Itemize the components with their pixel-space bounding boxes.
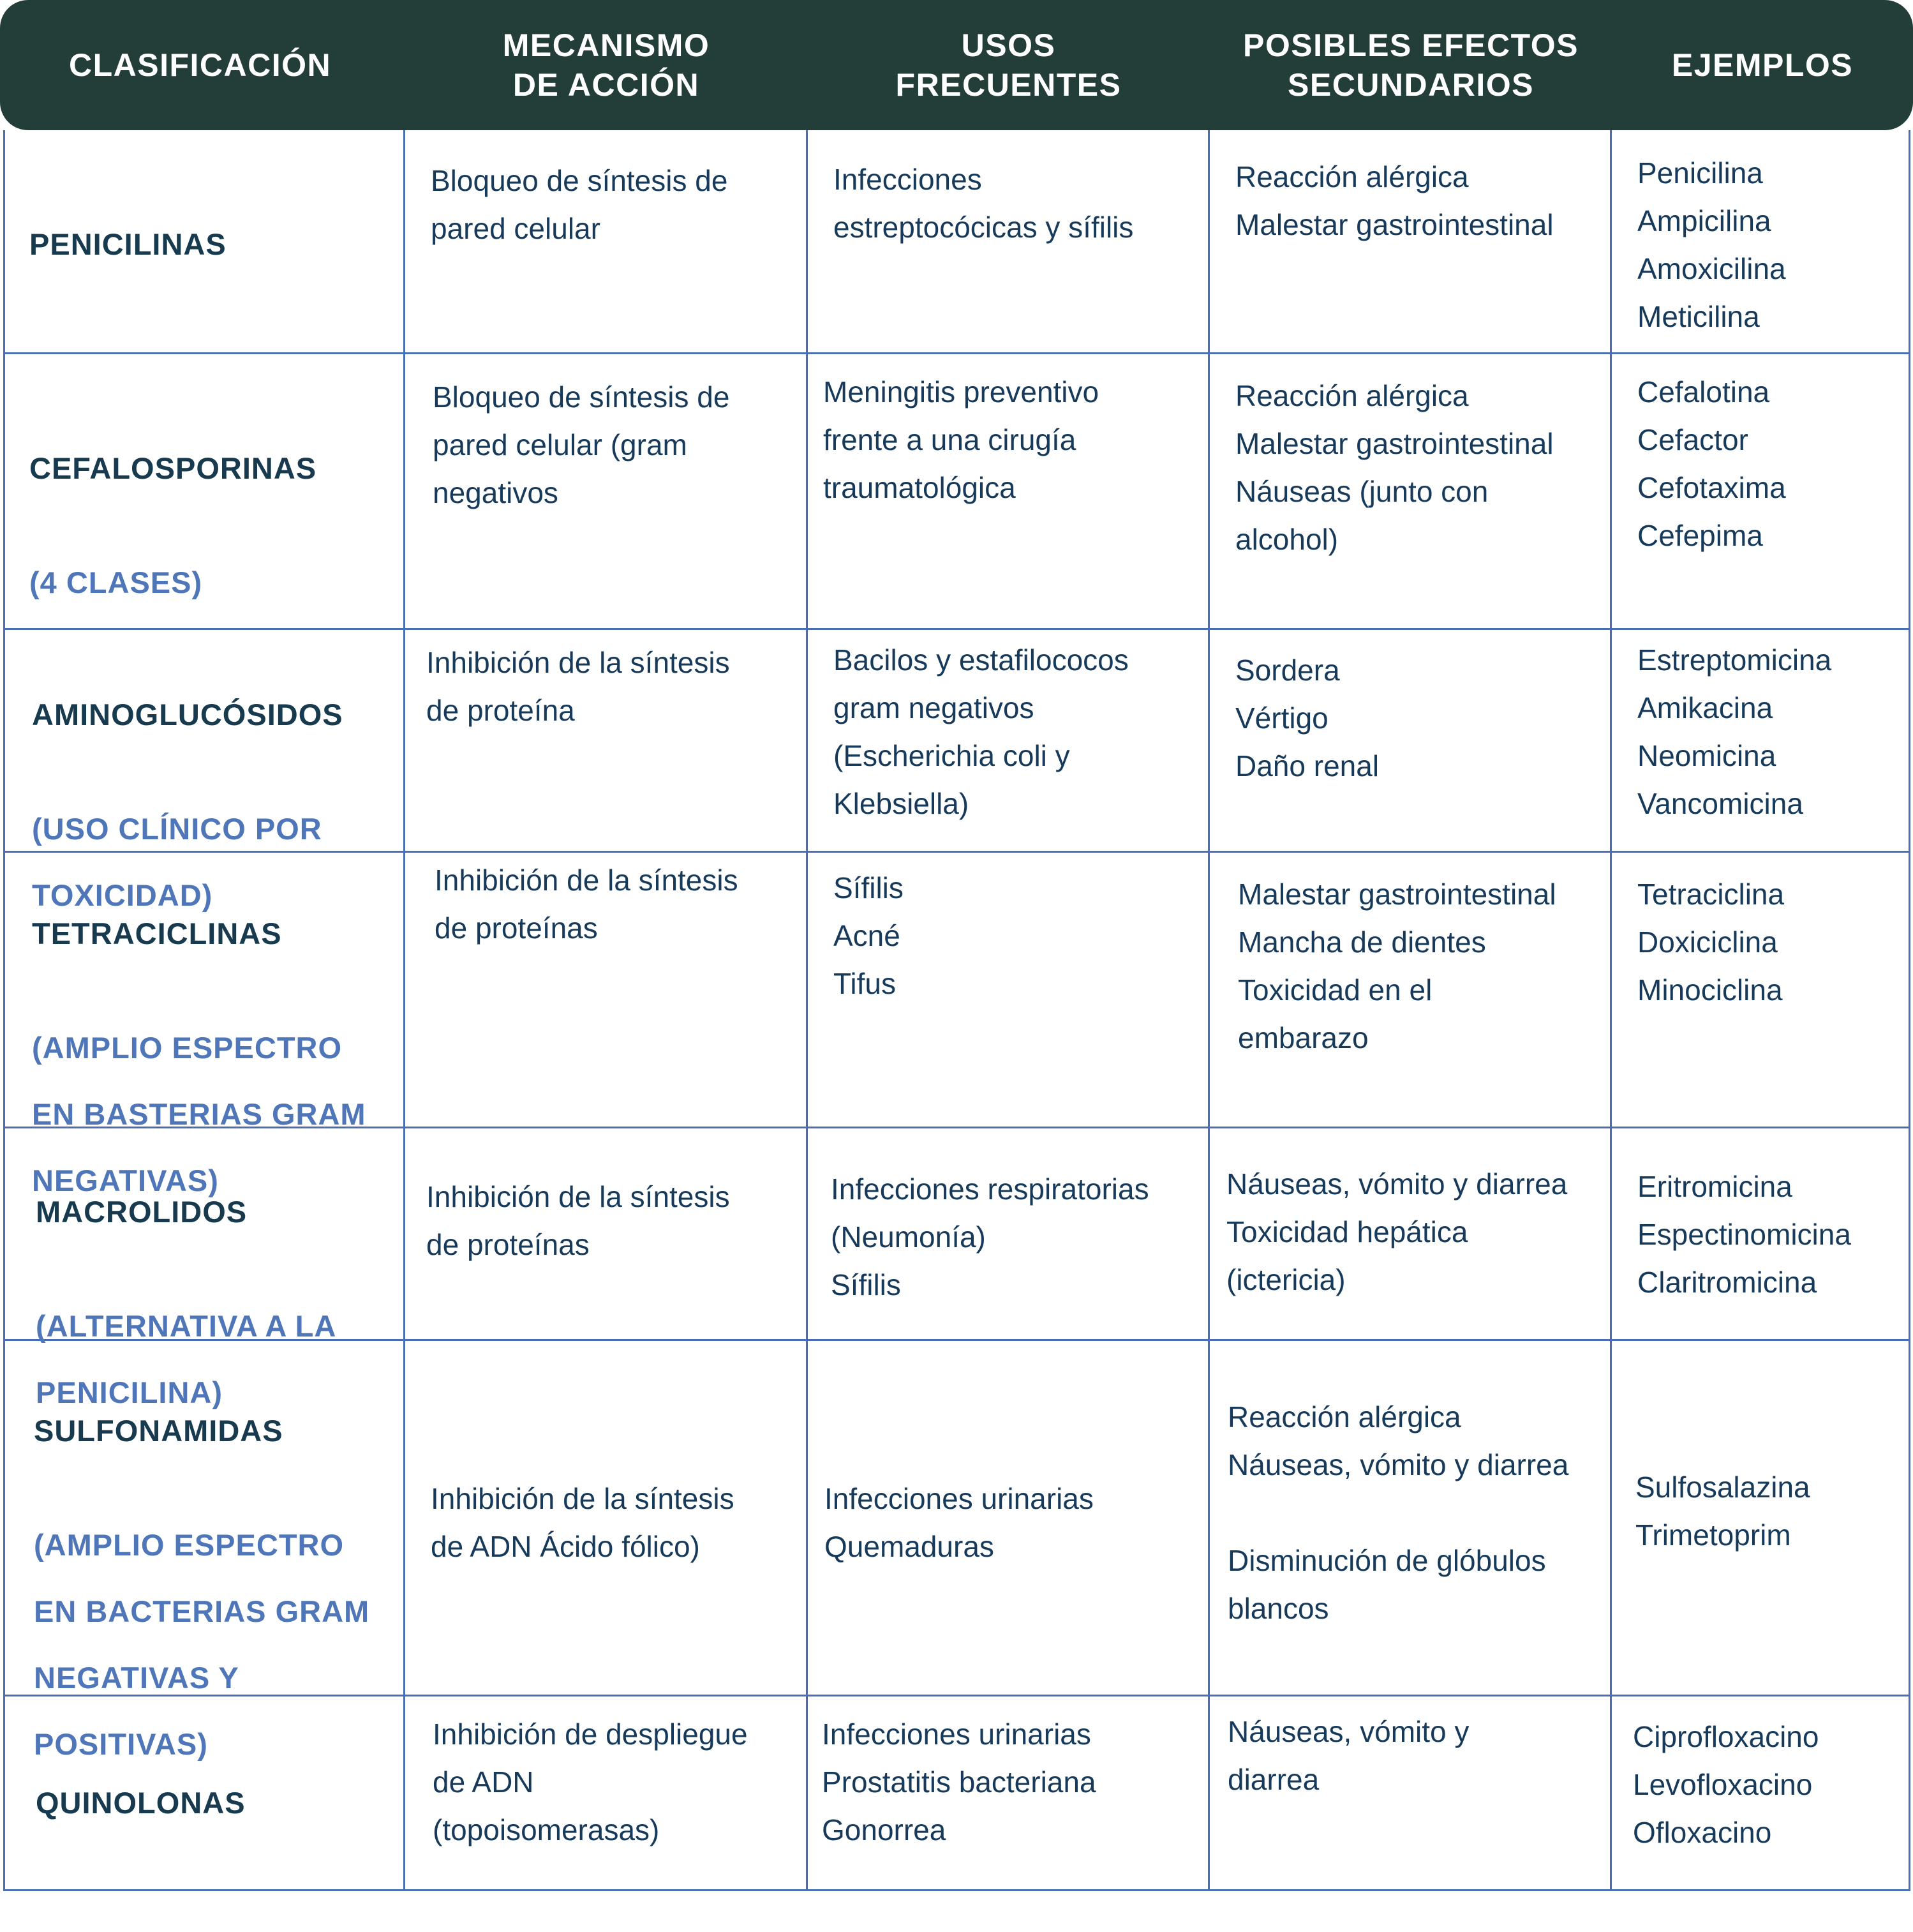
table-body (3, 130, 1910, 1891)
class-name: PENICILINAS (29, 227, 227, 261)
row-3-mecanismo: Inhibición de la síntesis de proteínas (405, 853, 808, 1128)
row-4-mecanismo: Inhibición de la síntesis de proteínas (405, 1128, 808, 1341)
row-4-ejemplos: Eritromicina Espectinomicina Claritromicina (1612, 1128, 1910, 1341)
header-ejemplos: EJEMPLOS (1671, 47, 1854, 83)
row-3-ejemplos: Tetraciclina Doxiciclina Minociclina (1612, 853, 1910, 1128)
row-2-usos: Bacilos y estafilococos gram negativos (Escherichia coli y Klebsiella) (808, 630, 1210, 853)
row-2-mecanismo: Inhibición de la síntesis de proteína (405, 630, 808, 853)
class-name: CEFALOSPORINAS (29, 451, 317, 485)
class-note: (USO CLÍNICO POR TOXICIDAD) (32, 812, 322, 912)
row-1-clasificacion (3, 354, 405, 630)
row-2-efectos: Sordera Vértigo Daño renal (1210, 630, 1612, 853)
row-2-ejemplos: Estreptomicina Amikacina Neomicina Vancomicina (1612, 630, 1910, 853)
class-name: TETRACICLINAS (32, 917, 282, 950)
class-name: SULFONAMIDAS (34, 1414, 283, 1448)
class-note: (4 CLASES) (29, 565, 203, 599)
row-5-ejemplos: Sulfosalazina Trimetoprim (1612, 1341, 1910, 1696)
row-5-mecanismo: Inhibición de la síntesis de ADN Ácido fólico) (405, 1341, 808, 1696)
header-usos: USOS FRECUENTES (895, 27, 1122, 103)
row-0-efectos: Reacción alérgica Malestar gastrointestinal (1210, 130, 1612, 354)
header-clasificacion: CLASIFICACIÓN (69, 47, 332, 83)
row-5-clasificacion (3, 1341, 405, 1761)
row-1-efectos: Reacción alérgica Malestar gastrointestinal Náuseas (junto con alcohol) (1210, 354, 1612, 630)
row-3-clasificacion (3, 853, 405, 1197)
class-note: (AMPLIO ESPECTRO EN BACTERIAS GRAM NEGATIVAS Y POSITIVAS) (34, 1528, 370, 1761)
class-note: (ALTERNATIVA A LA PENICILINA) (36, 1309, 337, 1409)
row-2-clasificacion (3, 630, 405, 912)
row-4-clasificacion (3, 1128, 405, 1409)
header-efectos: POSIBLES EFECTOS SECUNDARIOS (1243, 27, 1579, 103)
row-4-usos: Infecciones respiratorias (Neumonía) Sífilis (808, 1128, 1210, 1341)
row-0-usos: Infecciones estreptocócicas y sífilis (808, 130, 1210, 354)
row-6-efectos: Náuseas, vómito y diarrea (1210, 1696, 1612, 1891)
row-6-ejemplos: Ciprofloxacino Levofloxacino Ofloxacino (1612, 1696, 1910, 1891)
row-3-usos: Sífilis Acné Tifus (808, 853, 1210, 1128)
row-1-ejemplos: Cefalotina Cefactor Cefotaxima Cefepima (1612, 354, 1910, 630)
row-6-mecanismo: Inhibición de despliegue de ADN (topoisomerasas) (405, 1696, 808, 1891)
row-6-usos: Infecciones urinarias Prostatitis bacteriana Gonorrea (808, 1696, 1210, 1891)
row-5-efectos: Reacción alérgica Náuseas, vómito y diarrea Disminución de glóbulos blancos (1210, 1341, 1612, 1696)
row-1-mecanismo: Bloqueo de síntesis de pared celular (gram negativos (405, 354, 808, 630)
row-5-usos: Infecciones urinarias Quemaduras (808, 1341, 1210, 1696)
class-name: AMINOGLUCÓSIDOS (32, 698, 343, 731)
row-3-efectos: Malestar gastrointestinal Mancha de dientes Toxicidad en el embarazo (1210, 853, 1612, 1128)
class-note: (AMPLIO ESPECTRO EN BASTERIAS GRAM NEGATIVAS) (32, 1031, 366, 1197)
row-0-clasificacion (3, 130, 405, 354)
row-4-efectos: Náuseas, vómito y diarrea Toxicidad hepática (ictericia) (1210, 1128, 1612, 1341)
class-name: MACROLIDOS (36, 1195, 248, 1229)
class-name: QUINOLONAS (36, 1786, 246, 1820)
table-header (0, 0, 1913, 130)
row-0-mecanismo: Bloqueo de síntesis de pared celular (405, 130, 808, 354)
row-1-usos: Meningitis preventivo frente a una cirugía traumatológica (808, 354, 1210, 630)
row-0-ejemplos: Penicilina Ampicilina Amoxicilina Meticilina (1612, 130, 1910, 354)
row-6-clasificacion (3, 1696, 405, 1891)
header-mecanismo: MECANISMO DE ACCIÓN (502, 27, 710, 103)
